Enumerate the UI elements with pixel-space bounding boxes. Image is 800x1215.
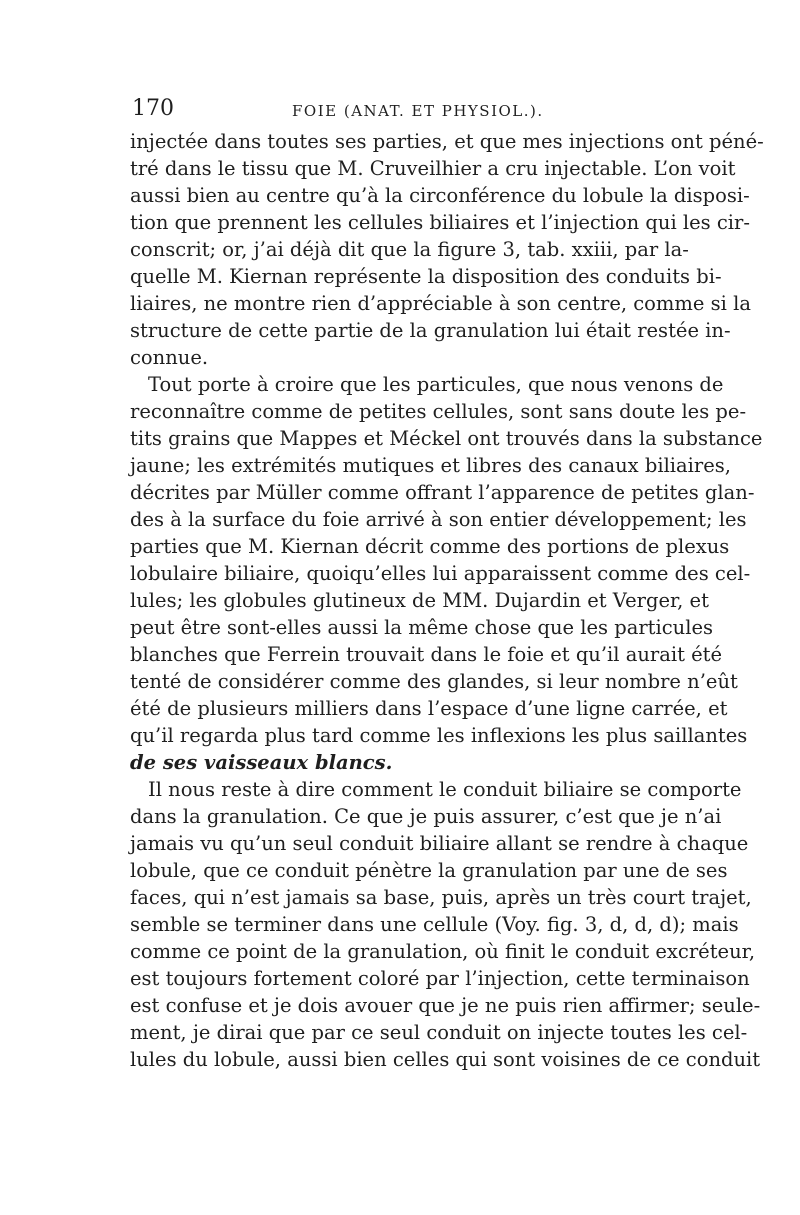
text-line: est toujours fortement coloré par l’injection, cette terminaison: [130, 967, 750, 990]
text-line: structure de cette partie de la granulation lui était restée in-: [130, 319, 731, 342]
text-line: ment, je dirai que par ce seul conduit on injecte toutes les cel-: [130, 1021, 748, 1044]
text-line: tits grains que Mappes et Méckel ont trouvés dans la substance: [130, 427, 763, 450]
text-line: tré dans le tissu que M. Cruveilhier a cru injectable. L’on voit: [130, 157, 736, 180]
text-line: peut être sont-elles aussi la même chose que les particules: [130, 616, 713, 639]
text-line: tion que prennent les cellules biliaires et l’injection qui les cir-: [130, 211, 750, 234]
text-line: qu’il regarda plus tard comme les inflexions les plus saillantes: [130, 724, 748, 747]
text-line: lules du lobule, aussi bien celles qui sont voisines de ce conduit: [130, 1048, 761, 1071]
text-line: tenté de considérer comme des glandes, si leur nombre n’eût: [130, 670, 738, 693]
running-title: FOIE (ANAT. ET PHYSIOL.).: [292, 102, 544, 120]
text-line: reconnaître comme de petites cellules, sont sans doute les pe-: [130, 400, 747, 423]
paragraph-start-line: Tout porte à croire que les particules, que nous venons de: [148, 373, 724, 396]
text-line: quelle M. Kiernan représente la disposition des conduits bi-: [130, 265, 722, 288]
text-line: lules; les globules glutineux de MM. Dujardin et Verger, et: [130, 589, 709, 612]
text-line: aussi bien au centre qu’à la circonférence du lobule la disposi-: [130, 184, 750, 207]
text-line: comme ce point de la granulation, où finit le conduit excréteur,: [130, 940, 756, 963]
text-line: dans la granulation. Ce que je puis assurer, c’est que je n’ai: [130, 805, 722, 828]
italic-text-line: de ses vaisseaux blancs.: [130, 751, 393, 774]
text-line: des à la surface du foie arrivé à son entier développement; les: [130, 508, 747, 531]
text-line: parties que M. Kiernan décrit comme des portions de plexus: [130, 535, 730, 558]
text-line: blanches que Ferrein trouvait dans le foie et qu’il aurait été: [130, 643, 723, 666]
page-header: [132, 94, 672, 128]
text-line: connue.: [130, 346, 209, 369]
text-line: décrites par Müller comme offrant l’apparence de petites glan-: [130, 481, 755, 504]
text-line: injectée dans toutes ses parties, et que mes injections ont péné-: [130, 130, 764, 153]
text-line: lobulaire biliaire, quoiqu’elles lui apparaissent comme des cel-: [130, 562, 751, 585]
text-line: faces, qui n’est jamais sa base, puis, après un très court trajet,: [130, 886, 752, 909]
paragraph-start-line: Il nous reste à dire comment le conduit biliaire se comporte: [148, 778, 742, 801]
text-line: été de plusieurs milliers dans l’espace d’une ligne carrée, et: [130, 697, 728, 720]
body-text: [130, 128, 764, 1073]
text-line: jaune; les extrémités mutiques et libres des canaux biliaires,: [130, 454, 731, 477]
text-line: est confuse et je dois avouer que je ne puis rien affirmer; seule-: [130, 994, 761, 1017]
text-line: lobule, que ce conduit pénètre la granulation par une de ses: [130, 859, 728, 882]
text-line: semble se terminer dans une cellule (Voy. fig. 3, d, d, d); mais: [130, 913, 739, 936]
text-line: conscrit; or, j’ai déjà dit que la figure 3, tab. xxiii, par la-: [130, 238, 689, 261]
text-line: liaires, ne montre rien d’appréciable à son centre, comme si la: [130, 292, 751, 315]
page-number: 170: [132, 96, 174, 121]
text-line: jamais vu qu’un seul conduit biliaire allant se rendre à chaque: [130, 832, 749, 855]
